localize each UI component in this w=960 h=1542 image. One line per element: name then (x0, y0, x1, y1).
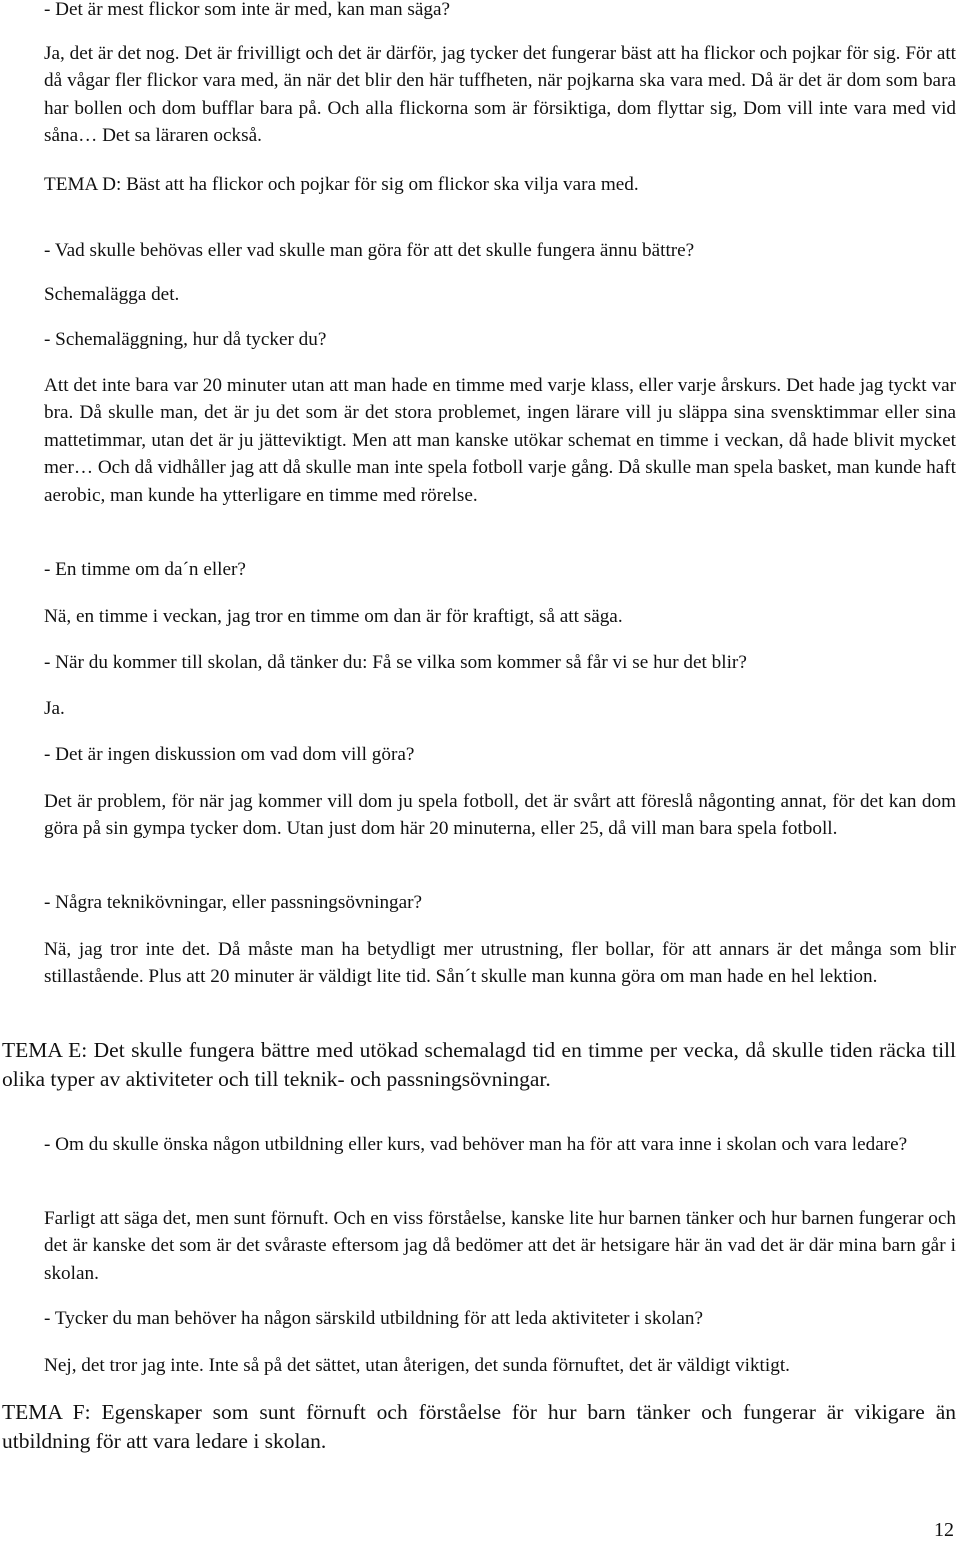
question-paragraph: - Det är mest flickor som inte är med, kan man säga? (44, 0, 450, 20)
theme-e-paragraph: TEMA E: Det skulle fungera bättre med utökad schemalagd tid en timme per vecka, då skulle tiden räcka till olika typer av aktiviteter och till teknik- och passningsövningar. (2, 1038, 956, 1091)
answer-paragraph: Ja. (44, 698, 65, 719)
answer-paragraph: Nä, jag tror inte det. Då måste man ha betydligt mer utrustning, fler bollar, för att annars är det många som blir stillastående. Plus att 20 minuter är väldigt lite tid. Sån´t skulle man kunna göra om man hade en hel lektion. (44, 939, 956, 988)
theme-d-paragraph: TEMA D: Bäst att ha flickor och pojkar för sig om flickor ska vilja vara med. (44, 174, 639, 195)
question-paragraph: - Tycker du man behöver ha någon särskild utbildning för att leda aktiviteter i skolan? (44, 1308, 704, 1329)
answer-paragraph: Det är problem, för när jag kommer vill dom ju spela fotboll, det är svårt att föreslå någonting annat, för det kan dom göra på sin gympa tycker dom. Utan just dom här 20 minuterna, eller 25, då vill man bara spela fotboll. (44, 791, 956, 840)
question-paragraph: - Om du skulle önska någon utbildning eller kurs, vad behöver man ha för att vara inne i skolan och vara ledare? (44, 1134, 908, 1155)
page-number: 12 (934, 1519, 954, 1541)
answer-paragraph: Att det inte bara var 20 minuter utan att man hade en timme med varje klass, eller varje årskurs. Det hade jag tyckt var bra. Då skulle man, det är ju det som är det stora problemet, ingen lärare vill ju släppa sina svensktimmar eller sina mattetimmar, utan det är ju jätteviktigt. Men att man kanske utökar schemat en timme i veckan, då hade blivit mycket mer… Och då vidhåller jag att då skulle man inte spela fotboll varje gång. Då skulle man spela basket, man kunde haft aerobic, man kunde ha ytterligare en timme med rörelse. (44, 375, 956, 506)
question-paragraph: - När du kommer till skolan, då tänker du: Få se vilka som kommer så får vi se hur det blir? (44, 652, 747, 673)
question-paragraph: - Schemaläggning, hur då tycker du? (44, 329, 327, 350)
answer-paragraph: Ja, det är det nog. Det är frivilligt och det är därför, jag tycker det fungerar bäst att ha flickor och pojkar för sig. För att då vågar fler flickor vara med, än när det blir den här tuffheten, när pojkarna ska vara med. Då är det är dom som bara har bollen och dom bufflar bara på. Och alla flickorna som är försiktiga, dom flyttar sig, Dom vill inte vara med vid såna… Det sa läraren också. (44, 43, 956, 147)
question-paragraph: - Det är ingen diskussion om vad dom vill göra? (44, 744, 415, 765)
theme-f-paragraph: TEMA F: Egenskaper som sunt förnuft och förståelse för hur barn tänker och fungerar är vikigare än utbildning för att vara ledare i skolan. (2, 1400, 956, 1453)
question-paragraph: - Några teknikövningar, eller passningsövningar? (44, 892, 423, 913)
answer-paragraph: Nej, det tror jag inte. Inte så på det sättet, utan återigen, det sunda förnuftet, det är väldigt viktigt. (44, 1355, 790, 1376)
answer-paragraph: Schemalägga det. (44, 284, 180, 305)
question-paragraph: - En timme om da´n eller? (44, 559, 246, 580)
question-paragraph: - Vad skulle behövas eller vad skulle man göra för att det skulle fungera ännu bättre? (44, 240, 695, 261)
answer-paragraph: Nä, en timme i veckan, jag tror en timme om dan är för kraftigt, så att säga. (44, 606, 623, 627)
answer-paragraph: Farligt att säga det, men sunt förnuft. Och en viss förståelse, kanske lite hur barnen tänker och hur barnen fungerar och det är kanske det som är det svåraste eftersom jag då bedömer att det är hetsigare här än vad det är där mina barn går i skolan. (44, 1208, 956, 1284)
